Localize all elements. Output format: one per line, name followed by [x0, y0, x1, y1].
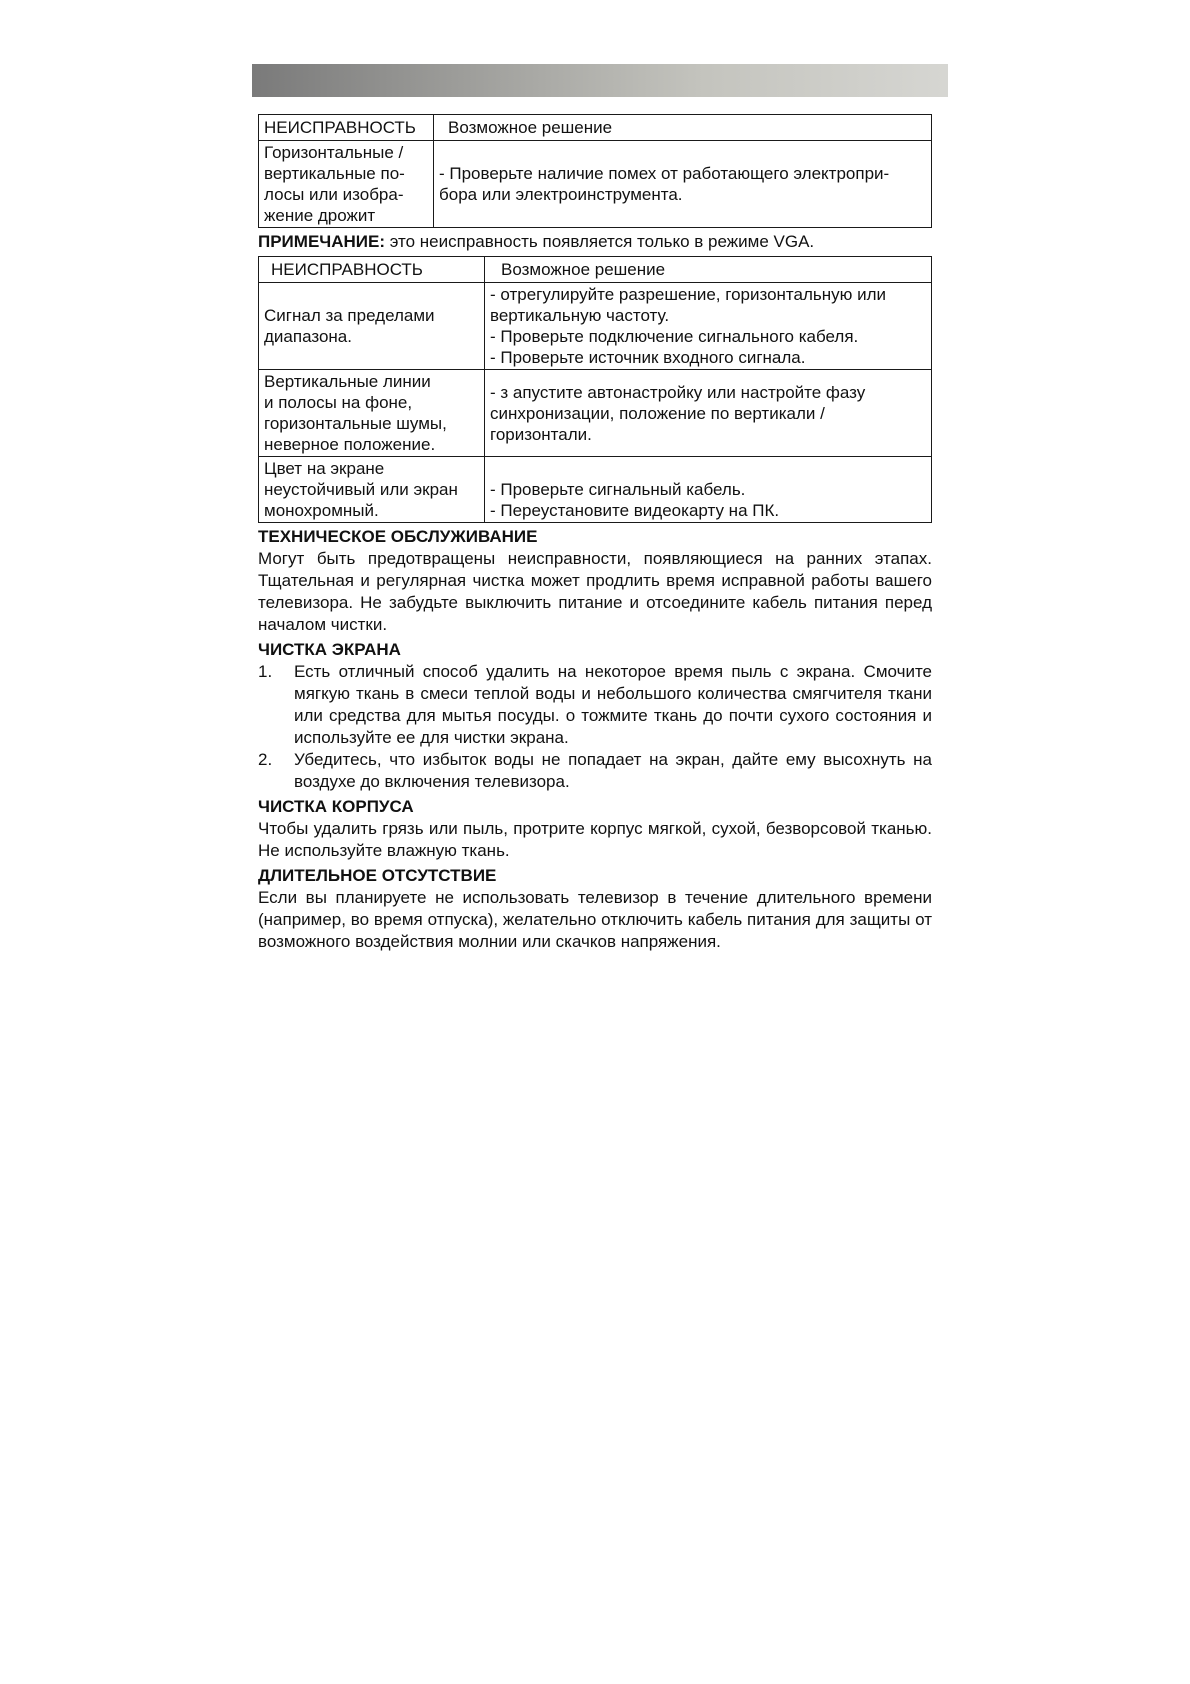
problem-line: Цвет на экране	[264, 459, 385, 478]
solution-line: - Проверьте подключение сигнального кабеля.	[490, 327, 859, 346]
header-gradient-bar	[252, 64, 948, 97]
list-item-number: 2.	[258, 750, 273, 769]
solution-line: - Переустановите видеокарту на ПК.	[490, 501, 780, 520]
problem-line: лосы или изобра-	[264, 185, 404, 204]
case-cleaning-heading: ЧИСТКА КОРПУСА	[258, 797, 414, 816]
list-item-text: Есть отличный способ удалить на некоторое время пыль с экрана. Смочите мягкую ткань в смеси теплой воды и небольшого количества смягчителя ткани или средства для мытья посуды. о тожмите ткань до почти сухого состояния и используйте ее для чистки экрана.	[294, 662, 932, 747]
problem-line: жение дрожит	[264, 206, 376, 225]
list-item-number: 1.	[258, 662, 273, 681]
maintenance-text: Могут быть предотвращены неисправности, появляющиеся на ранних этапах. Тщательная и регулярная чистка может продлить время исправной работы вашего телевизора. Не забудьте выключить питание и отсоедините кабель питания перед началом чистки.	[258, 549, 932, 634]
troubleshooting-table-1	[258, 114, 932, 228]
table-row	[259, 370, 932, 457]
solution-line: - Проверьте наличие помех от работающего электропри-	[439, 164, 890, 183]
problem-line: горизонтальные шумы,	[264, 414, 447, 433]
solution-cell	[485, 457, 932, 523]
problem-cell	[259, 370, 485, 457]
long-absence-text: Если вы планируете не использовать телевизор в течение длительного времени (например, во время отпуска), желательно отключить кабель питания для защиты от возможного воздействия молнии или скачков напряжения.	[258, 888, 932, 951]
problem-cell	[259, 141, 434, 228]
solution-line: бора или электроинструмента.	[439, 185, 683, 204]
problem-line: Горизонтальные /	[264, 143, 404, 162]
solution-line: синхронизации, положение по вертикали /	[490, 403, 825, 423]
problem-cell	[259, 457, 485, 523]
problem-line: монохромный.	[264, 501, 379, 520]
solution-line: вертикальную частоту.	[490, 306, 670, 325]
problem-line: неверное положение.	[264, 435, 436, 454]
long-absence-heading: ДЛИТЕЛЬНОЕ ОТСУТСТВИЕ	[258, 866, 497, 885]
problem-line: Вертикальные линии	[264, 372, 431, 391]
column-header-solution: Возможное решение	[485, 257, 932, 283]
solution-line: - з апустите автонастройку или настройте фазу	[490, 382, 866, 402]
solution-line: - Проверьте источник входного сигнала.	[490, 348, 806, 367]
solution-line: - отрегулируйте разрешение, горизонтальную или	[490, 285, 887, 304]
table-row	[259, 283, 932, 370]
table-row	[259, 141, 932, 228]
column-header-solution: Возможное решение	[434, 115, 932, 141]
screen-cleaning-list	[258, 661, 932, 793]
solution-line: - Проверьте сигнальный кабель.	[490, 480, 746, 499]
problem-line: неустойчивый или экран	[264, 480, 458, 499]
list-item	[258, 749, 932, 793]
solution-line: горизонтали.	[490, 424, 592, 444]
problem-line: и полосы на фоне,	[264, 393, 413, 412]
solution-cell	[485, 370, 932, 457]
list-item	[258, 661, 932, 749]
problem-cell	[259, 283, 485, 370]
column-header-problem: НЕИСПРАВНОСТЬ	[259, 257, 485, 283]
table-header-row	[259, 115, 932, 141]
maintenance-heading: ТЕХНИЧЕСКОЕ ОБСЛУЖИВАНИЕ	[258, 527, 538, 546]
table-header-row	[259, 257, 932, 283]
list-item-text: Убедитесь, что избыток воды не попадает на экран, дайте ему высохнуть на воздухе до включения телевизора.	[294, 750, 932, 791]
page-content	[258, 114, 932, 953]
troubleshooting-table-2	[258, 256, 932, 523]
note-label: ПРИМЕЧАНИЕ:	[258, 232, 385, 251]
solution-cell	[485, 283, 932, 370]
table-row	[259, 457, 932, 523]
problem-line: вертикальные по-	[264, 164, 405, 183]
problem-line: Сигнал за пределами	[264, 306, 435, 325]
column-header-problem: НЕИСПРАВНОСТЬ	[259, 115, 434, 141]
problem-line: диапазона.	[264, 327, 352, 346]
vga-note	[258, 231, 932, 253]
case-cleaning-text: Чтобы удалить грязь или пыль, протрите корпус мягкой, сухой, безворсовой тканью. Не используйте влажную ткань.	[258, 819, 932, 860]
solution-cell	[434, 141, 932, 228]
screen-cleaning-heading: ЧИСТКА ЭКРАНА	[258, 640, 401, 659]
note-text: это неисправность появляется только в режиме VGA.	[385, 232, 815, 251]
